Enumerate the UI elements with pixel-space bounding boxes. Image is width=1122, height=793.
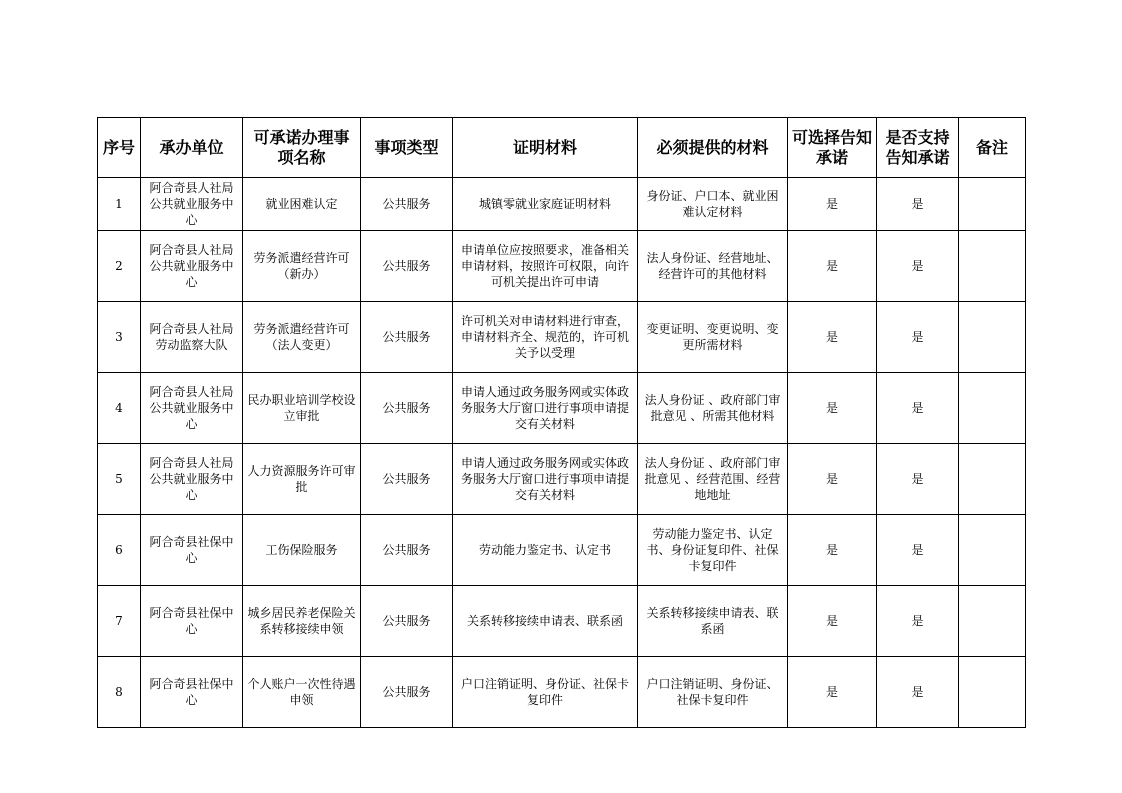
header-required: 必须提供的材料 [638,118,788,178]
cell-support: 是 [877,657,959,728]
header-item: 可承诺办理事项名称 [243,118,361,178]
cell-remark [959,178,1026,231]
header-support: 是否支持告知承诺 [877,118,959,178]
cell-unit: 阿合奇县人社局公共就业服务中心 [141,373,243,444]
table-row [98,178,1026,231]
cell-type: 公共服务 [361,444,453,515]
cell-no: 1 [98,178,141,231]
table-row [98,586,1026,657]
header-remark: 备注 [959,118,1026,178]
table-header-row [98,118,1026,178]
cell-support: 是 [877,231,959,302]
cell-support: 是 [877,178,959,231]
cell-no: 8 [98,657,141,728]
cell-no: 5 [98,444,141,515]
cell-item: 工伤保险服务 [243,515,361,586]
cell-support: 是 [877,373,959,444]
table-row [98,515,1026,586]
cell-no: 7 [98,586,141,657]
cell-proof: 户口注销证明、身份证、社保卡复印件 [453,657,638,728]
cell-type: 公共服务 [361,373,453,444]
table-row [98,444,1026,515]
cell-optional: 是 [788,231,877,302]
cell-type: 公共服务 [361,231,453,302]
cell-no: 4 [98,373,141,444]
cell-required: 法人身份证 、政府部门审批意见 、所需其他材料 [638,373,788,444]
cell-proof: 申请人通过政务服务网或实体政务服务大厅窗口进行事项申请提交有关材料 [453,373,638,444]
cell-support: 是 [877,515,959,586]
cell-required: 身份证、户口本、就业困难认定材料 [638,178,788,231]
cell-unit: 阿合奇县社保中心 [141,515,243,586]
cell-type: 公共服务 [361,657,453,728]
cell-required: 变更证明、变更说明、变更所需材料 [638,302,788,373]
cell-unit: 阿合奇县社保中心 [141,657,243,728]
cell-required: 劳动能力鉴定书、认定书、身份证复印件、社保卡复印件 [638,515,788,586]
cell-optional: 是 [788,657,877,728]
commitment-items-table [97,117,1026,728]
header-optional: 可选择告知承诺 [788,118,877,178]
cell-unit: 阿合奇县人社局公共就业服务中心 [141,178,243,231]
table-row [98,373,1026,444]
cell-no: 6 [98,515,141,586]
cell-remark [959,373,1026,444]
cell-unit: 阿合奇县人社局劳动监察大队 [141,302,243,373]
cell-item: 人力资源服务许可审批 [243,444,361,515]
header-proof: 证明材料 [453,118,638,178]
cell-type: 公共服务 [361,302,453,373]
cell-item: 城乡居民养老保险关系转移接续申领 [243,586,361,657]
cell-remark [959,586,1026,657]
cell-item: 个人账户一次性待遇申领 [243,657,361,728]
cell-proof: 城镇零就业家庭证明材料 [453,178,638,231]
cell-proof: 申请人通过政务服务网或实体政务服务大厅窗口进行事项申请提交有关材料 [453,444,638,515]
cell-remark [959,231,1026,302]
cell-optional: 是 [788,178,877,231]
cell-proof: 许可机关对申请材料进行审查，申请材料齐全、规范的，许可机关予以受理 [453,302,638,373]
cell-proof: 申请单位应按照要求，准备相关申请材料，按照许可权限，向许可机关提出许可申请 [453,231,638,302]
cell-type: 公共服务 [361,586,453,657]
table-row [98,231,1026,302]
cell-optional: 是 [788,515,877,586]
table-row [98,302,1026,373]
cell-no: 3 [98,302,141,373]
cell-type: 公共服务 [361,515,453,586]
cell-required: 法人身份证、经营地址、经营许可的其他材料 [638,231,788,302]
header-no: 序号 [98,118,141,178]
cell-no: 2 [98,231,141,302]
cell-unit: 阿合奇县人社局公共就业服务中心 [141,444,243,515]
cell-required: 户口注销证明、身份证、社保卡复印件 [638,657,788,728]
cell-remark [959,515,1026,586]
cell-optional: 是 [788,302,877,373]
cell-remark [959,657,1026,728]
cell-remark [959,302,1026,373]
cell-type: 公共服务 [361,178,453,231]
cell-unit: 阿合奇县人社局公共就业服务中心 [141,231,243,302]
cell-support: 是 [877,302,959,373]
cell-unit: 阿合奇县社保中心 [141,586,243,657]
cell-optional: 是 [788,373,877,444]
cell-item: 民办职业培训学校设立审批 [243,373,361,444]
cell-required: 法人身份证 、政府部门审批意见 、经营范围、经营地地址 [638,444,788,515]
cell-required: 关系转移接续申请表、联系函 [638,586,788,657]
header-type: 事项类型 [361,118,453,178]
header-unit: 承办单位 [141,118,243,178]
cell-support: 是 [877,586,959,657]
cell-remark [959,444,1026,515]
cell-item: 劳务派遣经营许可（法人变更） [243,302,361,373]
cell-proof: 关系转移接续申请表、联系函 [453,586,638,657]
cell-optional: 是 [788,586,877,657]
cell-support: 是 [877,444,959,515]
cell-optional: 是 [788,444,877,515]
cell-item: 就业困难认定 [243,178,361,231]
cell-item: 劳务派遣经营许可（新办） [243,231,361,302]
cell-proof: 劳动能力鉴定书、认定书 [453,515,638,586]
table-row [98,657,1026,728]
